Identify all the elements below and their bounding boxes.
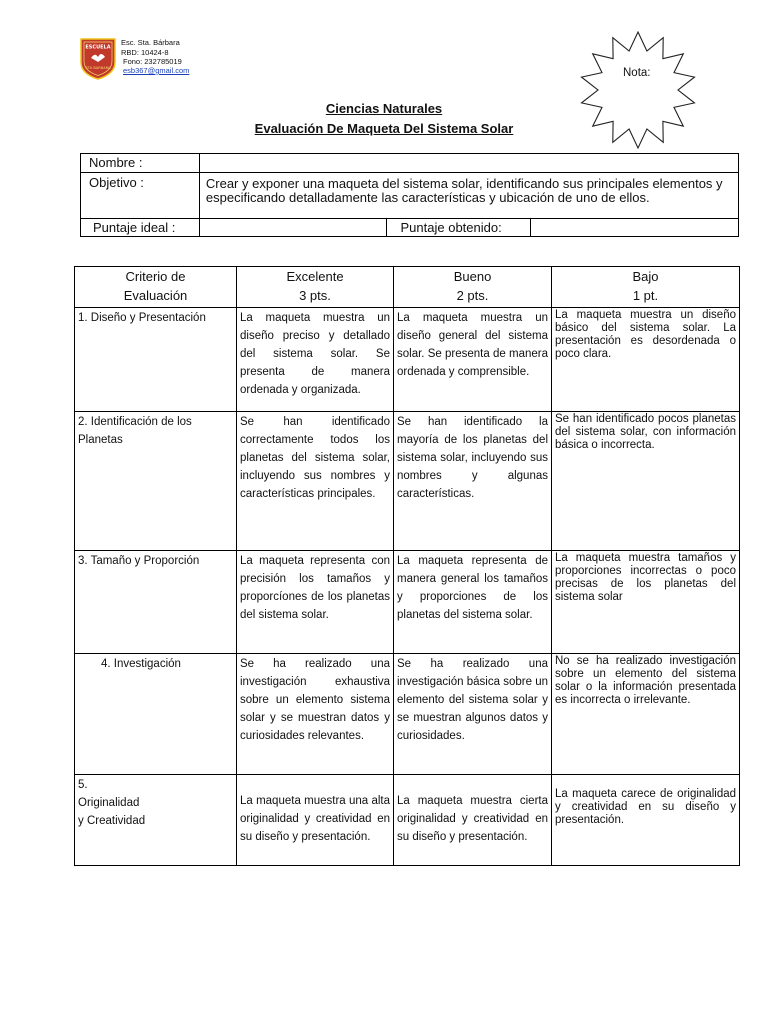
objetivo-label: Objetivo : <box>81 173 200 219</box>
bueno-cell: Se han identificado la mayoría de los planetas del sistema solar, incluyendo sus nombres y algunas características. <box>394 412 552 551</box>
bajo-cell: La maqueta carece de originalidad y creatividad en su diseño y presentación. <box>552 775 740 866</box>
excelente-cell: La maqueta muestra un diseño preciso y detallado del sistema solar. Se presenta de manera ordenada y organizada. <box>237 308 394 412</box>
puntaje-obtenido-label: Puntaje obtenido: <box>386 219 531 237</box>
school-crest-logo <box>80 38 116 80</box>
logo-text-top: ESCUELA <box>85 44 111 51</box>
rubric-row <box>75 551 740 654</box>
bajo-cell: La maqueta muestra un diseño básico del sistema solar. La presentación es desordenada o poco clara. <box>552 308 740 412</box>
rubric-table <box>74 266 740 866</box>
school-name: Esc. Sta. Bárbara <box>121 38 180 47</box>
criterion-cell: 1. Diseño y Presentación <box>75 308 237 412</box>
nota-label: Nota: <box>623 67 651 79</box>
subject-title: Ciencias Naturales <box>325 101 443 116</box>
bueno-cell: Se ha realizado una investigación básica sobre un elemento del sistema solar y se muestran algunos datos y curiosidades. <box>394 654 552 775</box>
puntaje-obtenido-field[interactable] <box>531 219 739 237</box>
header-bajo: Bajo 1 pt. <box>552 267 740 308</box>
school-rbd: RBD: 10424-8 <box>121 48 169 57</box>
nombre-label: Nombre : <box>81 154 200 173</box>
criterion-cell: 5. Originalidad y Creatividad <box>75 775 237 866</box>
evaluation-title: Evaluación De Maqueta Del Sistema Solar <box>254 121 514 136</box>
header-excelente: Excelente 3 pts. <box>237 267 394 308</box>
rubric-row <box>75 775 740 866</box>
rubric-row <box>75 308 740 412</box>
criterion-cell: 2. Identificación de los Planetas <box>75 412 237 551</box>
bueno-cell: La maqueta representa de manera general los tamaños y proporciones de los planetas del sistema solar. <box>394 551 552 654</box>
bueno-cell: La maqueta muestra cierta originalidad y creatividad en su diseño y presentación. <box>394 775 552 866</box>
rubric-header-row <box>75 267 740 308</box>
header-bueno: Bueno 2 pts. <box>394 267 552 308</box>
bueno-cell: La maqueta muestra un diseño general del sistema solar. Se presenta de manera ordenada y comprensible. <box>394 308 552 412</box>
school-email-link[interactable]: esb367@gmail.com <box>123 66 190 75</box>
puntaje-ideal-field[interactable] <box>199 219 386 237</box>
logo-text-bottom: STA BARBARA <box>85 66 111 70</box>
excelente-cell: La maqueta muestra una alta originalidad y creatividad en su diseño y presentación. <box>237 775 394 866</box>
objetivo-text: Crear y exponer una maqueta del sistema solar, identificando sus principales elementos y especificando detalladamente las características y ubicación de uno de ellos. <box>199 173 738 219</box>
puntaje-ideal-label: Puntaje ideal : <box>81 219 200 237</box>
bajo-cell: Se han identificado pocos planetas del sistema solar, con información básica o incorrecta. <box>552 412 740 551</box>
criterion-cell: 4. Investigación <box>75 654 237 775</box>
excelente-cell: La maqueta representa con precisión los tamaños y proporcíones de los planetas del sistema solar. <box>237 551 394 654</box>
rubric-row <box>75 412 740 551</box>
school-phone: Fono: 232785019 <box>123 57 182 66</box>
student-info-table <box>80 153 739 237</box>
nombre-field[interactable] <box>199 154 738 173</box>
header-criterio: Criterio de Evaluación <box>75 267 237 308</box>
rubric-row <box>75 654 740 775</box>
excelente-cell: Se han identificado correctamente todos los planetas del sistema solar, incluyendo sus nombres y características principales. <box>237 412 394 551</box>
criterion-cell: 3. Tamaño y Proporción <box>75 551 237 654</box>
bajo-cell: La maqueta muestra tamaños y proporciones incorrectas o poco precisas de los planetas del sistema solar <box>552 551 740 654</box>
excelente-cell: Se ha realizado una investigación exhaustiva sobre un elemento sistema solar y se muestran datos y curiosidades relevantes. <box>237 654 394 775</box>
bajo-cell: No se ha realizado investigación sobre un elemento del sistema solar o la información presentada es incorrecta o irrelevante. <box>552 654 740 775</box>
